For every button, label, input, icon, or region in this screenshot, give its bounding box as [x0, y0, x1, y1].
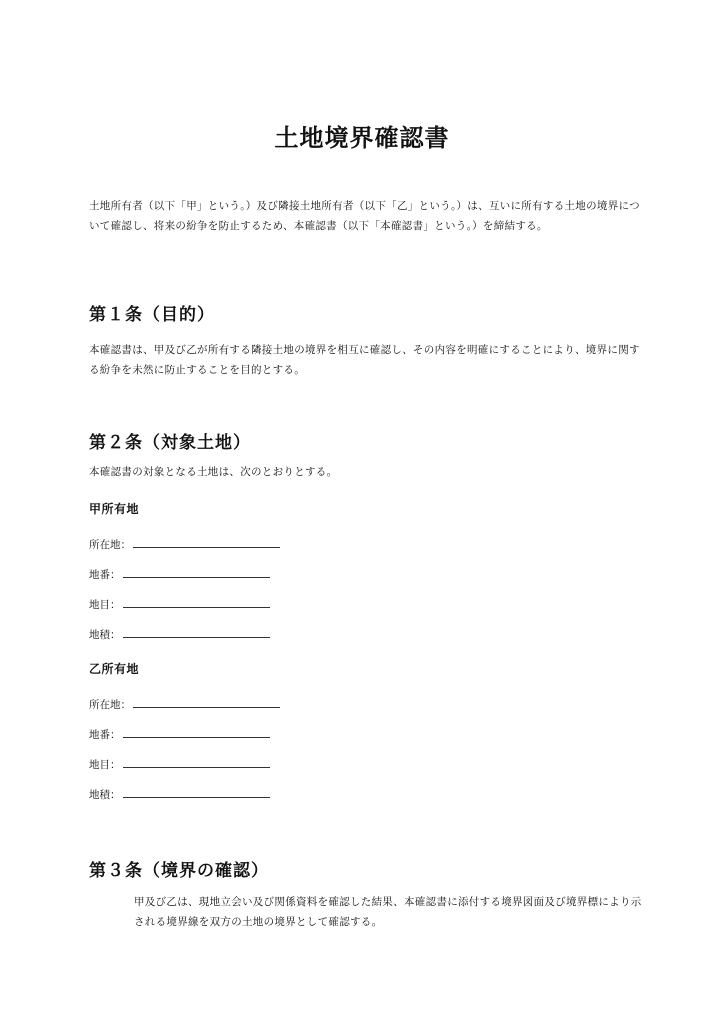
fill-in-line [133, 695, 280, 708]
field-label: 所在地： [89, 699, 131, 711]
article-2-heading: 第２条（対象土地） [89, 433, 251, 453]
field-label: 地目： [89, 599, 121, 611]
article-3-body: 甲及び乙は、現地立会い及び関係資料を確認した結果、本確認書に添付する境界図面及び境界標により示される境界線を双方の土地の境界として確認する。 [134, 896, 642, 928]
field-label: 地積： [89, 629, 121, 641]
parcel-a-land-category-field [89, 595, 270, 612]
article-1-heading: 第１条（目的） [89, 305, 215, 325]
parcel-a-area-field [89, 625, 270, 642]
field-label: 所在地： [89, 539, 131, 551]
fill-in-line [133, 535, 280, 548]
parcel-b-land-category-field [89, 755, 270, 772]
parcel-b-lot-number-field [89, 725, 270, 742]
document-title: 土地境界確認書 [274, 124, 450, 152]
field-label: 地番： [89, 569, 121, 581]
parcel-b-heading: 乙所有地 [89, 662, 140, 676]
fill-in-line [123, 785, 270, 798]
field-label: 地目： [89, 759, 121, 771]
fill-in-line [123, 565, 270, 578]
fill-in-line [123, 725, 270, 738]
article-1-body: 本確認書は、甲及び乙が所有する隣接土地の境界を相互に確認し、その内容を明確にすることにより、境界に関する紛争を未然に防止することを目的とする。 [89, 344, 640, 376]
fill-in-line [123, 595, 270, 608]
parcel-b-area-field [89, 785, 270, 802]
article-3-heading: 第３条（境界の確認） [89, 861, 269, 881]
fill-in-line [123, 755, 270, 768]
parcel-a-lot-number-field [89, 565, 270, 582]
article-2-body: 本確認書の対象となる土地は、次のとおりとする。 [89, 466, 338, 478]
field-label: 地積： [89, 789, 121, 801]
field-label: 地番： [89, 729, 121, 741]
parcel-a-heading: 甲所有地 [89, 502, 140, 516]
parcel-b-location-field [89, 695, 280, 712]
fill-in-line [123, 625, 270, 638]
intro-paragraph: 土地所有者（以下「甲」という。）及び隣接土地所有者（以下「乙」という。）は、互いに所有する土地の境界について確認し、将来の紛争を防止するため、本確認書（以下「本確認書」という。）を締結する。 [89, 200, 640, 232]
parcel-a-location-field [89, 535, 280, 552]
